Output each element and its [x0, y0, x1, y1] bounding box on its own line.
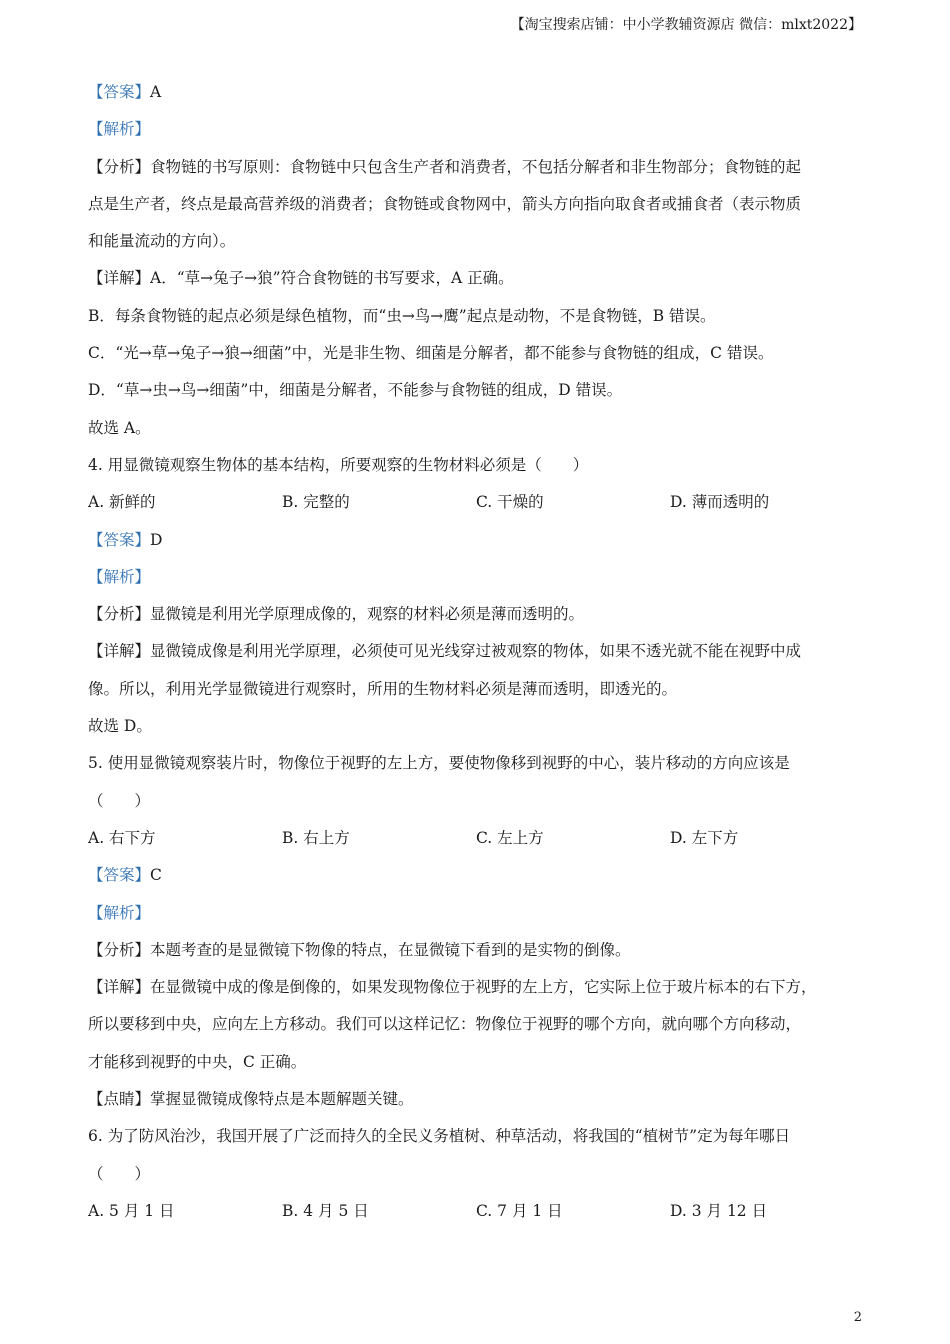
text-line: 【点睛】掌握显微镜成像特点是本题解题关键。: [88, 1090, 414, 1109]
text-line: 【详解】A．“草→兔子→狼”符合食物链的书写要求，A 正确。: [88, 269, 514, 288]
answer-line: [88, 857, 864, 894]
document-body: [88, 74, 864, 1230]
text-line: 才能移到视野的中央，C 正确。: [88, 1052, 307, 1071]
answer-line: [88, 74, 864, 111]
text-line: 【详解】在显微镜中成的像是倒像的，如果发现物像位于视野的左上方，它实际上位于玻片标本的右下方，: [88, 978, 817, 997]
option-b: B. 完整的: [282, 493, 350, 512]
text-line: 6. 为了防风治沙，我国开展了广泛而持久的全民义务植树、种草活动，将我国的“植树节”定为每年哪日: [88, 1127, 791, 1146]
text-line: 4. 用显微镜观察生物体的基本结构，所要观察的生物材料必须是（ ）: [88, 455, 589, 474]
option-c: C. 7 月 1 日: [476, 1201, 563, 1220]
text-line: （ ）: [88, 791, 151, 810]
text-line: 【分析】显微镜是利用光学原理成像的，观察的材料必须是薄而透明的。: [88, 605, 585, 624]
section-tag: 【答案】: [88, 866, 151, 885]
option-b: B. 4 月 5 日: [282, 1201, 369, 1220]
section-tag: 【答案】: [88, 530, 151, 549]
text-line: C．“光→草→兔子→狼→细菌”中，光是非生物、细菌是分解者，都不能参与食物链的组成，C 错误。: [88, 344, 774, 363]
option-b: B. 右上方: [282, 828, 350, 847]
text-line: 故选 A。: [88, 418, 151, 437]
analysis-heading: [88, 111, 864, 148]
analysis-heading: [88, 559, 864, 596]
section-tag: 【解析】: [88, 567, 151, 586]
answer-options: [88, 820, 864, 857]
text-line: 故选 D。: [88, 717, 152, 736]
page-header: 【淘宝搜索店铺：中小学教辅资源店 微信：mlxt2022】: [510, 17, 862, 33]
option-a: A. 新鲜的: [88, 493, 156, 512]
option-c: C. 干燥的: [476, 493, 544, 512]
section-tag: 【答案】: [88, 83, 151, 101]
option-c: C. 左上方: [476, 828, 544, 847]
section-tag: 【解析】: [88, 903, 151, 922]
section-tag: 【解析】: [88, 120, 151, 139]
option-a: A. 5 月 1 日: [88, 1201, 175, 1220]
text-line: 点是生产者，终点是最高营养级的消费者；食物链或食物网中，箭头方向指向取食者或捕食者（表示物质: [88, 194, 802, 213]
option-d: D. 薄而透明的: [670, 493, 770, 512]
answer-options: [88, 484, 864, 521]
text-line: 像。所以，利用光学显微镜进行观察时，所用的生物材料必须是薄而透明，即透光的。: [88, 679, 678, 698]
text-line: D．“草→虫→鸟→细菌”中，细菌是分解者，不能参与食物链的组成，D 错误。: [88, 381, 623, 400]
text-line: 【分析】食物链的书写原则：食物链中只包含生产者和消费者，不包括分解者和非生物部分；食物链的起: [88, 157, 802, 176]
answer-value: C: [150, 866, 162, 885]
answer-options: [88, 1193, 864, 1230]
text-line: 5. 使用显微镜观察装片时，物像位于视野的左上方，要使物像移到视野的中心，装片移动的方向应该是: [88, 754, 790, 773]
option-d: D. 3 月 12 日: [670, 1201, 768, 1220]
text-line: 和能量流动的方向）。: [88, 232, 236, 251]
text-line: 【分析】本题考查的是显微镜下物像的特点，在显微镜下看到的是实物的倒像。: [88, 940, 631, 959]
answer-value: A: [150, 83, 162, 101]
option-d: D. 左下方: [670, 828, 739, 847]
text-line: 【详解】显微镜成像是利用光学原理，必须使可见光线穿过被观察的物体，如果不透光就不能在视野中成: [88, 642, 802, 661]
page-number: 2: [853, 1310, 862, 1325]
analysis-heading: [88, 895, 864, 932]
text-line: （ ）: [88, 1164, 151, 1183]
text-line: B．每条食物链的起点必须是绿色植物，而“虫→鸟→鹰”起点是动物，不是食物链，B 错误。: [88, 306, 716, 325]
answer-line: [88, 522, 864, 559]
text-line: 所以要移到中央，应向左上方移动。我们可以这样记忆：物像位于视野的哪个方向，就向哪个方向移动，: [88, 1015, 802, 1034]
option-a: A. 右下方: [88, 828, 156, 847]
answer-value: D: [150, 530, 163, 549]
